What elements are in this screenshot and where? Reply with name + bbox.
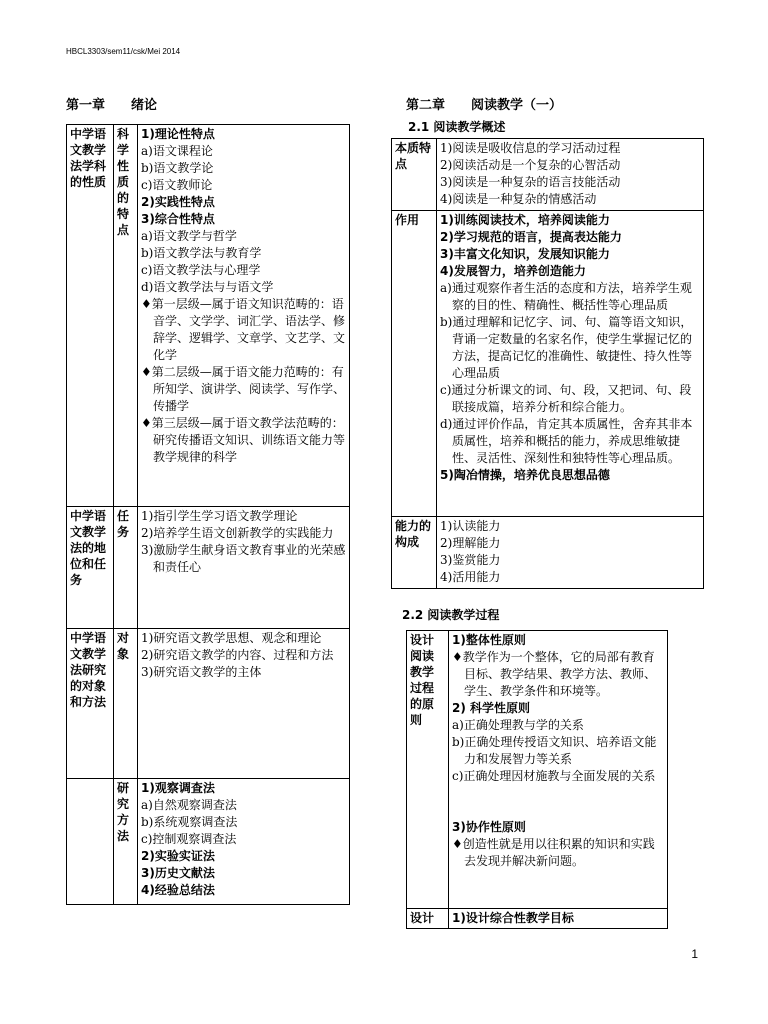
row-content bbox=[138, 629, 350, 779]
row-content bbox=[138, 125, 350, 507]
content-line: 3)协作性原则 bbox=[452, 820, 526, 834]
content-line: b)语文教学法与教育学 bbox=[141, 246, 262, 260]
content-line: a)语文教学与哲学 bbox=[141, 229, 237, 243]
content-line: 3)丰富文化知识，发展知识能力 bbox=[440, 247, 610, 261]
table-row bbox=[392, 211, 704, 517]
row-heading bbox=[67, 779, 114, 905]
content-line: 3)阅读是一种复杂的语言技能活动 bbox=[440, 175, 621, 189]
content-line: 3)研究语文教学的主体 bbox=[141, 665, 262, 679]
content-line: 3)历史文献法 bbox=[141, 866, 215, 880]
content-line: 4)发展智力，培养创造能力 bbox=[440, 264, 586, 278]
content-line: d)通过评价作品，肯定其本质属性，舍弃其非本质属性，培养和概括的能力，养成思维敏捷性、灵活性、深刻性和独特性等心理品质。 bbox=[440, 417, 693, 465]
table-row bbox=[67, 629, 350, 779]
table-row bbox=[407, 631, 668, 909]
row-heading: 设计 bbox=[407, 909, 449, 929]
content-line: 3)激励学生献身语文教育事业的光荣感和责任心 bbox=[141, 543, 346, 574]
content-line: 1)整体性原则 bbox=[452, 633, 526, 647]
running-header: HBCL3303/sem11/csk/Mei 2014 bbox=[66, 47, 181, 56]
content-line: 3)鉴赏能力 bbox=[440, 553, 501, 567]
content-line: 2)学习规范的语言，提高表达能力 bbox=[440, 230, 622, 244]
content-line: c)通过分析课文的词、句、段，又把词、句、段联接成篇，培养分析和综合能力。 bbox=[440, 383, 692, 414]
row-subheading: 对象 bbox=[114, 629, 138, 779]
content-line: ♦创造性就是用以往积累的知识和实践去发现并解决新问题。 bbox=[452, 837, 655, 868]
content-line: 2)阅读活动是一个复杂的心智活动 bbox=[440, 158, 621, 172]
content-line: b)系统观察调查法 bbox=[141, 815, 238, 829]
content-line: 2)实验实证法 bbox=[141, 849, 215, 863]
section-2-2-table bbox=[406, 630, 668, 929]
content-line: 1)训练阅读技术，培养阅读能力 bbox=[440, 213, 610, 227]
content-line bbox=[452, 785, 664, 819]
content-line: 2)理解能力 bbox=[440, 536, 501, 550]
table-row bbox=[392, 139, 704, 211]
content-line: 1)理论性特点 bbox=[141, 127, 215, 141]
row-heading: 中学语文教学法的地位和任务 bbox=[67, 507, 114, 629]
chapter-1-table bbox=[66, 124, 350, 905]
table-row bbox=[67, 507, 350, 629]
section-2-2-title: 2.2 阅读教学过程 bbox=[402, 608, 500, 622]
content-line: ♦第二层级—属于语文能力范畴的：有所知学、演讲学、阅读学、写作学、传播学 bbox=[141, 365, 346, 413]
content-line: d)语文教学法与与语文学 bbox=[141, 280, 274, 294]
content-line: c)正确处理因材施教与全面发展的关系 bbox=[452, 769, 656, 783]
row-heading: 中学语文教学法研究的对象和方法 bbox=[67, 629, 114, 779]
page-number: 1 bbox=[691, 947, 698, 961]
content-line: 2) 科学性原则 bbox=[452, 701, 531, 715]
content-line: 1)设计综合性教学目标 bbox=[452, 911, 574, 925]
row-heading: 设计阅读教学过程的原则 bbox=[407, 631, 449, 909]
row-content bbox=[437, 211, 704, 517]
section-2-1-table bbox=[391, 138, 704, 589]
row-content bbox=[138, 507, 350, 629]
content-line: 1)观察调查法 bbox=[141, 781, 215, 795]
row-subheading: 任务 bbox=[114, 507, 138, 629]
table-row bbox=[407, 909, 668, 929]
row-heading: 中学语文教学法学科的性质 bbox=[67, 125, 114, 507]
row-content bbox=[437, 517, 704, 589]
content-line: 4)阅读是一种复杂的情感活动 bbox=[440, 192, 597, 206]
row-heading: 作用 bbox=[392, 211, 437, 517]
content-line: a)自然观察调查法 bbox=[141, 798, 237, 812]
row-content bbox=[437, 139, 704, 211]
table-row bbox=[392, 517, 704, 589]
content-line: b)语文教学论 bbox=[141, 161, 214, 175]
content-line: ♦第三层级—属于语文教学法范畴的：研究传播语文知识、训练语文能力等教学规律的科学 bbox=[141, 416, 346, 464]
content-line: ♦第一层级—属于语文知识范畴的：语音学、文学学、词汇学、语法学、修辞学、逻辑学、文章学、文艺学、文化学 bbox=[141, 297, 346, 362]
content-line: a)正确处理教与学的关系 bbox=[452, 718, 584, 732]
content-line: 1)研究语文教学思想、观念和理论 bbox=[141, 631, 322, 645]
content-line: a)语文课程论 bbox=[141, 144, 213, 158]
row-subheading: 研究方法 bbox=[114, 779, 138, 905]
row-heading: 本质特点 bbox=[392, 139, 437, 211]
content-line: 4)活用能力 bbox=[440, 570, 501, 584]
content-line: c)语文教学法与心理学 bbox=[141, 263, 261, 277]
content-line: 2)实践性特点 bbox=[141, 195, 215, 209]
content-line: 1)阅读是吸收信息的学习活动过程 bbox=[440, 141, 621, 155]
chapter-2-title: 第二章 阅读教学（一） bbox=[406, 98, 563, 113]
table-row bbox=[67, 125, 350, 507]
content-line: a)通过观察作者生活的态度和方法，培养学生观察的目的性、精确性、概括性等心理品质 bbox=[440, 281, 692, 312]
content-line: c)控制观察调查法 bbox=[141, 832, 237, 846]
content-line: b)正确处理传授语文知识、培养语文能力和发展智力等关系 bbox=[452, 735, 657, 766]
content-line: b)通过理解和记忆字、词、句、篇等语文知识，背诵一定数量的名家名作，使学生掌握记忆的方法，提高记忆的准确性、敏捷性、持久性等心理品质 bbox=[440, 315, 693, 380]
section-2-1-title: 2.1 阅读教学概述 bbox=[408, 120, 506, 134]
row-content bbox=[449, 631, 668, 909]
table-row bbox=[67, 779, 350, 905]
content-line: 2)培养学生语文创新教学的实践能力 bbox=[141, 526, 334, 540]
content-line: 5)陶冶情操，培养优良思想品德 bbox=[440, 468, 610, 482]
content-line: 3)综合性特点 bbox=[141, 212, 215, 226]
chapter-1-title: 第一章 绪论 bbox=[66, 98, 158, 113]
content-line: 2)研究语文教学的内容、过程和方法 bbox=[141, 648, 334, 662]
content-line: 1)指引学生学习语文教学理论 bbox=[141, 509, 298, 523]
content-line: 1)认读能力 bbox=[440, 519, 501, 533]
content-line: 4)经验总结法 bbox=[141, 883, 215, 897]
row-content bbox=[138, 779, 350, 905]
row-content bbox=[449, 909, 668, 929]
row-heading: 能力的构成 bbox=[392, 517, 437, 589]
row-subheading: 科学性质的特点 bbox=[114, 125, 138, 507]
content-line: c)语文教师论 bbox=[141, 178, 213, 192]
content-line: ♦教学作为一个整体，它的局部有教育目标、教学结果、教学方法、教师、学生、教学条件和环境等。 bbox=[452, 650, 657, 698]
